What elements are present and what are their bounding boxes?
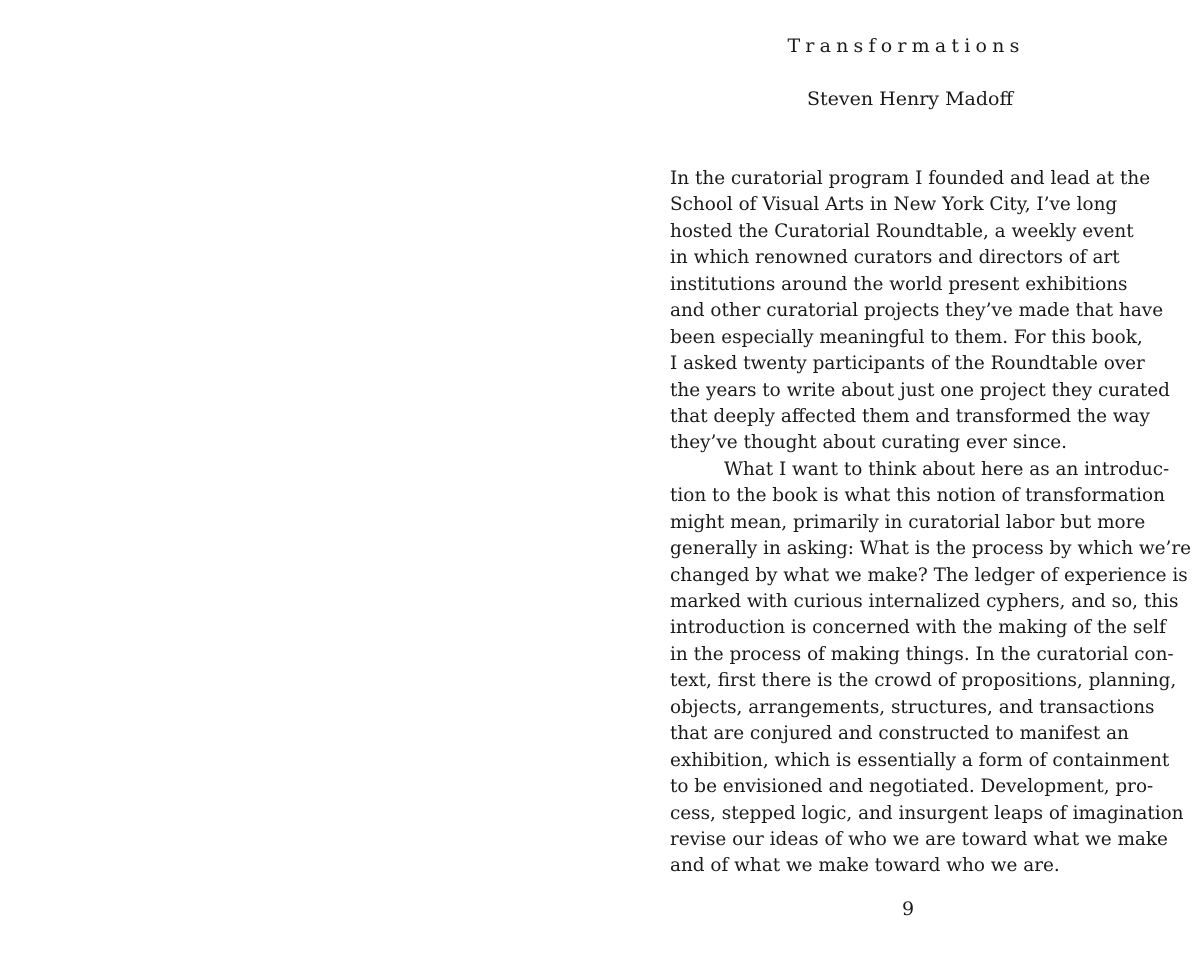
body-text — [670, 166, 1192, 880]
text-line: revise our ideas of who we are toward what we make — [670, 828, 1168, 850]
author-name: Steven Henry Madoff — [807, 88, 1013, 110]
text-line: changed by what we make? The ledger of experience is — [670, 564, 1188, 586]
text-line: introduction is concerned with the making of the self — [670, 617, 1166, 639]
text-line: that are conjured and constructed to manifest an — [670, 723, 1129, 745]
text-line: they’ve thought about curating ever since. — [670, 432, 1067, 454]
text-line: School of Visual Arts in New York City, I’ve long — [670, 194, 1118, 216]
text-line: cess, stepped logic, and insurgent leaps of imagination — [670, 802, 1184, 824]
text-line: hosted the Curatorial Roundtable, a weekly event — [670, 220, 1134, 242]
page-number: 9 — [901, 898, 915, 920]
text-line: exhibition, which is essentially a form of containment — [670, 749, 1170, 771]
text-line: I asked twenty participants of the Roundtable over — [670, 353, 1145, 375]
text-line: to be envisioned and negotiated. Development, pro- — [670, 776, 1154, 798]
text-line: In the curatorial program I founded and lead at the — [670, 168, 1151, 189]
paragraph-start-line: What I want to think about here as an introduc- — [724, 458, 1170, 480]
text-line: tion to the book is what this notion of transformation — [670, 485, 1165, 507]
text-line: and of what we make toward who we are. — [670, 855, 1060, 877]
text-line: marked with curious internalized cyphers, and so, this — [670, 591, 1179, 612]
text-line: been especially meaningful to them. For this book, — [670, 326, 1143, 348]
text-line: in which renowned curators and directors of art — [670, 247, 1120, 269]
right-page — [600, 0, 1200, 954]
text-line: generally in asking: What is the process by which we’re — [670, 538, 1192, 560]
text-line: the years to write about just one project they curated — [670, 379, 1170, 401]
text-line: institutions around the world present exhibitions — [670, 273, 1128, 295]
text-line: text, first there is the crowd of propositions, planning, — [670, 670, 1177, 692]
text-line: that deeply affected them and transformed the way — [670, 405, 1150, 427]
text-line: in the process of making things. In the curatorial con- — [670, 643, 1174, 665]
text-line: might mean, primarily in curatorial labor but more — [670, 511, 1146, 533]
text-line: and other curatorial projects they’ve made that have — [670, 300, 1164, 322]
text-line: objects, arrangements, structures, and transactions — [670, 696, 1155, 718]
chapter-title: Transformations — [787, 35, 1025, 57]
